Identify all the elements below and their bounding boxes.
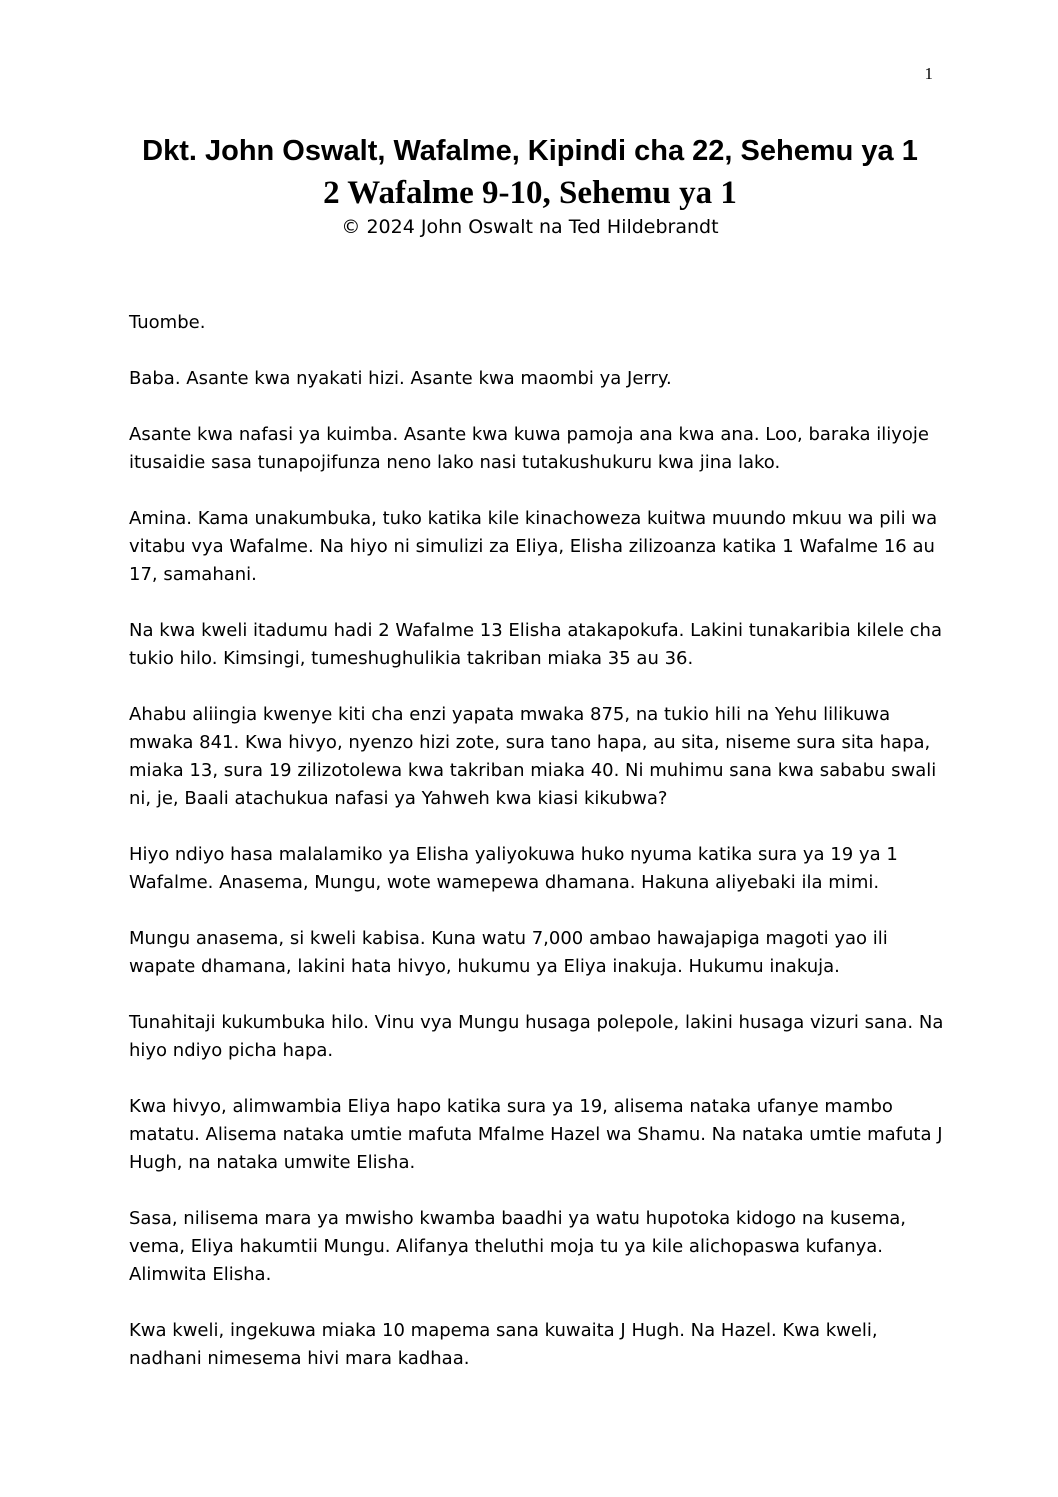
document-subtitle: 2 Wafalme 9-10, Sehemu ya 1 <box>323 175 737 211</box>
paragraph: Tunahitaji kukumbuka hilo. Vinu vya Mungu husaga polepole, lakini husaga vizuri sana. Na hiyo ndiyo picha hapa. <box>129 1012 944 1061</box>
paragraph: Kwa kweli, ingekuwa miaka 10 mapema sana kuwaita J Hugh. Na Hazel. Kwa kweli, nadhani nimesema hivi mara kadhaa. <box>129 1320 878 1369</box>
document-header <box>100 132 960 240</box>
copyright-line: © 2024 John Oswalt na Ted Hildebrandt <box>341 216 719 238</box>
paragraph: Ahabu aliingia kwenye kiti cha enzi yapata mwaka 875, na tukio hili na Yehu lilikuwa mwaka 841. Kwa hivyo, nyenzo hizi zote, sura tano hapa, au sita, niseme sura sita hapa, miaka 13, sura 19 zilizotolewa kwa takriban miaka 40. Ni muhimu sana kwa sababu swali ni, je, Baali atachukua nafasi ya Yahweh kwa kiasi kikubwa? <box>129 704 937 809</box>
paragraph: Sasa, nilisema mara ya mwisho kwamba baadhi ya watu hupotoka kidogo na kusema, vema, Eliya hakumtii Mungu. Alifanya theluthi moja tu ya kile alichopaswa kufanya. Alimwita Elisha. <box>129 1208 907 1285</box>
paragraph: Kwa hivyo, alimwambia Eliya hapo katika sura ya 19, alisema nataka ufanye mambo matatu. Alisema nataka umtie mafuta Mfalme Hazel wa Shamu. Na nataka umtie mafuta J Hugh, na nataka umwite Elisha. <box>129 1096 943 1173</box>
document-title: Dkt. John Oswalt, Wafalme, Kipindi cha 22, Sehemu ya 1 <box>142 135 918 167</box>
paragraph: Amina. Kama unakumbuka, tuko katika kile kinachoweza kuitwa muundo mkuu wa pili wa vitabu vya Wafalme. Na hiyo ni simulizi za Eliya, Elisha zilizoanza katika 1 Wafalme 16 au 17, samahani. <box>129 508 938 585</box>
paragraph: Tuombe. <box>129 312 206 333</box>
page-number: 1 <box>924 64 933 83</box>
paragraph: Hiyo ndiyo hasa malalamiko ya Elisha yaliyokuwa huko nyuma katika sura ya 19 ya 1 Wafalme. Anasema, Mungu, wote wamepewa dhamana. Hakuna aliyebaki ila mimi. <box>129 844 898 893</box>
paragraph: Baba. Asante kwa nyakati hizi. Asante kwa maombi ya Jerry. <box>129 368 672 389</box>
paragraph: Mungu anasema, si kweli kabisa. Kuna watu 7,000 ambao hawajapiga magoti yao ili wapate dhamana, lakini hata hivyo, hukumu ya Eliya inakuja. Hukumu inakuja. <box>129 928 888 977</box>
paragraph: Asante kwa nafasi ya kuimba. Asante kwa kuwa pamoja ana kwa ana. Loo, baraka iliyoje itusaidie sasa tunapojifunza neno lako nasi tutakushukuru kwa jina lako. <box>129 424 929 473</box>
paragraph: Na kwa kweli itadumu hadi 2 Wafalme 13 Elisha atakapokufa. Lakini tunakaribia kilele cha tukio hilo. Kimsingi, tumeshughulikia takriban miaka 35 au 36. <box>129 620 942 669</box>
transcript-body <box>129 309 944 1401</box>
